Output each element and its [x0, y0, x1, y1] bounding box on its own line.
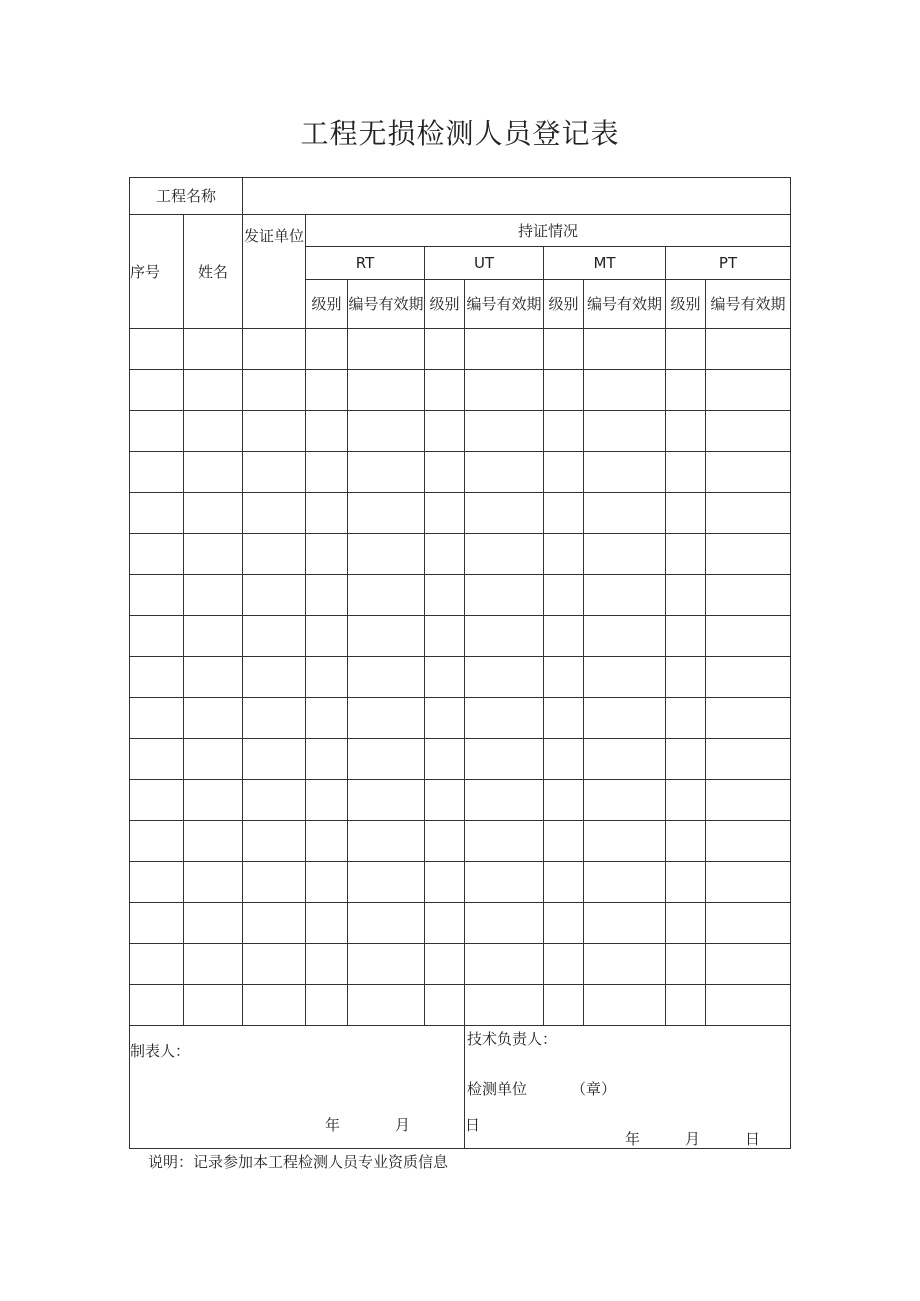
table-cell[interactable]	[666, 329, 706, 370]
table-cell[interactable]	[184, 575, 243, 616]
table-cell[interactable]	[465, 370, 544, 411]
table-cell[interactable]	[348, 862, 425, 903]
table-cell[interactable]	[706, 780, 791, 821]
table-cell[interactable]	[666, 370, 706, 411]
table-cell[interactable]	[465, 493, 544, 534]
table-cell[interactable]	[666, 493, 706, 534]
table-cell[interactable]	[130, 370, 184, 411]
table-cell[interactable]	[184, 739, 243, 780]
table-cell[interactable]	[306, 534, 348, 575]
table-cell[interactable]	[706, 862, 791, 903]
table-cell[interactable]	[544, 411, 584, 452]
mt-level-header: 级别	[544, 280, 584, 329]
table-cell[interactable]	[306, 657, 348, 698]
table-row	[130, 493, 791, 534]
table-cell[interactable]	[184, 616, 243, 657]
table-cell[interactable]	[184, 862, 243, 903]
table-cell[interactable]	[706, 534, 791, 575]
table-cell[interactable]	[243, 534, 306, 575]
method-pt: PT	[666, 247, 791, 280]
table-cell[interactable]	[544, 657, 584, 698]
table-cell[interactable]	[348, 493, 425, 534]
table-row	[130, 739, 791, 780]
table-cell[interactable]	[584, 985, 666, 1026]
table-cell[interactable]	[666, 862, 706, 903]
table-cell[interactable]	[465, 698, 544, 739]
table-cell[interactable]	[584, 698, 666, 739]
table-row	[130, 329, 791, 370]
table-cell[interactable]	[706, 575, 791, 616]
table-cell[interactable]	[348, 616, 425, 657]
table-row	[130, 698, 791, 739]
table-cell[interactable]	[544, 698, 584, 739]
table-cell[interactable]	[348, 903, 425, 944]
table-cell[interactable]	[306, 370, 348, 411]
table-cell[interactable]	[425, 739, 465, 780]
table-cell[interactable]	[130, 739, 184, 780]
table-cell[interactable]	[465, 821, 544, 862]
table-cell[interactable]	[425, 985, 465, 1026]
table-cell[interactable]	[130, 657, 184, 698]
table-cell[interactable]	[666, 821, 706, 862]
table-cell[interactable]	[184, 903, 243, 944]
approval-date	[625, 1128, 760, 1150]
table-cell[interactable]	[584, 657, 666, 698]
project-row	[130, 178, 791, 215]
table-cell[interactable]	[243, 944, 306, 985]
table-cell[interactable]	[243, 657, 306, 698]
table-cell[interactable]	[706, 821, 791, 862]
method-mt: MT	[544, 247, 666, 280]
table-cell[interactable]	[425, 698, 465, 739]
seq-header: 序号	[130, 215, 184, 329]
inspection-unit-label: 检测单位	[467, 1080, 528, 1098]
year-label: 年	[625, 1130, 641, 1148]
table-cell[interactable]	[584, 575, 666, 616]
table-cell[interactable]	[465, 575, 544, 616]
project-name-label: 工程名称	[130, 178, 243, 215]
table-cell[interactable]	[544, 575, 584, 616]
table-cell[interactable]	[544, 944, 584, 985]
table-cell[interactable]	[584, 821, 666, 862]
table-cell[interactable]	[706, 657, 791, 698]
table-cell[interactable]	[306, 944, 348, 985]
project-name-field[interactable]	[243, 178, 791, 215]
preparer-date	[325, 1114, 480, 1136]
table-cell[interactable]	[348, 452, 425, 493]
table-cell[interactable]	[584, 903, 666, 944]
issuer-header: 发证单位	[243, 215, 306, 329]
table-cell[interactable]	[348, 944, 425, 985]
table-cell[interactable]	[425, 329, 465, 370]
table-cell[interactable]	[706, 616, 791, 657]
table-cell[interactable]	[184, 657, 243, 698]
table-cell[interactable]	[584, 452, 666, 493]
table-cell[interactable]	[243, 411, 306, 452]
day-label: 日	[744, 1130, 760, 1148]
table-cell[interactable]	[465, 780, 544, 821]
year-label: 年	[325, 1116, 341, 1134]
table-cell[interactable]	[348, 575, 425, 616]
table-cell[interactable]	[130, 534, 184, 575]
table-cell[interactable]	[425, 534, 465, 575]
table-row	[130, 370, 791, 411]
method-ut: UT	[425, 247, 544, 280]
table-cell[interactable]	[243, 821, 306, 862]
table-cell[interactable]	[306, 903, 348, 944]
table-cell[interactable]	[465, 452, 544, 493]
table-cell[interactable]	[243, 903, 306, 944]
table-cell[interactable]	[425, 657, 465, 698]
table-cell[interactable]	[706, 985, 791, 1026]
table-cell[interactable]	[243, 698, 306, 739]
preparer-label: 制表人：	[130, 1042, 191, 1060]
table-cell[interactable]	[130, 411, 184, 452]
table-cell[interactable]	[348, 698, 425, 739]
table-cell[interactable]	[130, 329, 184, 370]
table-cell[interactable]	[130, 575, 184, 616]
footer-right	[465, 1026, 791, 1149]
table-cell[interactable]	[306, 698, 348, 739]
table-cell[interactable]	[465, 862, 544, 903]
table-cell[interactable]	[465, 739, 544, 780]
footer-left	[130, 1026, 480, 1149]
table-row	[130, 452, 791, 493]
table-cell[interactable]	[184, 411, 243, 452]
table-cell[interactable]	[306, 616, 348, 657]
table-cell[interactable]	[465, 534, 544, 575]
rt-number-validity-header: 编号有效期	[348, 280, 425, 329]
table-cell[interactable]	[666, 411, 706, 452]
table-cell[interactable]	[130, 821, 184, 862]
table-cell[interactable]	[666, 534, 706, 575]
ut-number-validity-header: 编号有效期	[465, 280, 544, 329]
table-cell[interactable]	[666, 616, 706, 657]
table-cell[interactable]	[666, 575, 706, 616]
table-cell[interactable]	[584, 616, 666, 657]
table-cell[interactable]	[584, 411, 666, 452]
table-cell[interactable]	[706, 698, 791, 739]
table-cell[interactable]	[584, 739, 666, 780]
table-cell[interactable]	[348, 821, 425, 862]
table-cell[interactable]	[584, 370, 666, 411]
table-cell[interactable]	[706, 411, 791, 452]
table-cell[interactable]	[425, 944, 465, 985]
table-cell[interactable]	[348, 534, 425, 575]
table-cell[interactable]	[584, 534, 666, 575]
table-cell[interactable]	[584, 493, 666, 534]
table-cell[interactable]	[130, 780, 184, 821]
method-rt: RT	[306, 247, 425, 280]
table-cell[interactable]	[706, 739, 791, 780]
table-cell[interactable]	[184, 821, 243, 862]
table-cell[interactable]	[184, 493, 243, 534]
header-row-1	[130, 215, 791, 247]
table-cell[interactable]	[243, 739, 306, 780]
table-cell[interactable]	[706, 493, 791, 534]
table-cell[interactable]	[666, 944, 706, 985]
table-cell[interactable]	[584, 862, 666, 903]
table-cell[interactable]	[130, 452, 184, 493]
seal-label: （章）	[571, 1080, 617, 1098]
table-cell[interactable]	[243, 862, 306, 903]
table-row	[130, 944, 791, 985]
table-cell[interactable]	[706, 370, 791, 411]
table-cell[interactable]	[243, 329, 306, 370]
table-cell[interactable]	[130, 944, 184, 985]
table-cell[interactable]	[544, 370, 584, 411]
table-row	[130, 616, 791, 657]
table-cell[interactable]	[544, 903, 584, 944]
pt-level-header: 级别	[666, 280, 706, 329]
table-cell[interactable]	[706, 329, 791, 370]
table-cell[interactable]	[465, 616, 544, 657]
month-label: 月	[685, 1130, 701, 1148]
table-cell[interactable]	[544, 452, 584, 493]
table-cell[interactable]	[184, 780, 243, 821]
table-cell[interactable]	[425, 411, 465, 452]
table-cell[interactable]	[306, 411, 348, 452]
table-cell[interactable]	[184, 452, 243, 493]
table-cell[interactable]	[306, 575, 348, 616]
table-cell[interactable]	[184, 329, 243, 370]
table-cell[interactable]	[584, 944, 666, 985]
table-cell[interactable]	[666, 452, 706, 493]
table-cell[interactable]	[306, 329, 348, 370]
table-cell[interactable]	[184, 370, 243, 411]
table-cell[interactable]	[130, 616, 184, 657]
table-cell[interactable]	[348, 739, 425, 780]
table-cell[interactable]	[348, 985, 425, 1026]
table-row	[130, 780, 791, 821]
table-cell[interactable]	[544, 616, 584, 657]
table-cell[interactable]	[706, 944, 791, 985]
table-cell[interactable]	[544, 862, 584, 903]
table-cell[interactable]	[425, 780, 465, 821]
table-cell[interactable]	[666, 780, 706, 821]
ut-level-header: 级别	[425, 280, 465, 329]
table-cell[interactable]	[584, 780, 666, 821]
table-cell[interactable]	[306, 739, 348, 780]
table-row	[130, 821, 791, 862]
table-cell[interactable]	[243, 985, 306, 1026]
table-row	[130, 862, 791, 903]
tech-lead-label: 技术负责人：	[467, 1030, 558, 1048]
table-row	[130, 903, 791, 944]
table-cell[interactable]	[666, 657, 706, 698]
table-cell[interactable]	[706, 452, 791, 493]
table-cell[interactable]	[306, 780, 348, 821]
table-row	[130, 411, 791, 452]
table-cell[interactable]	[425, 903, 465, 944]
table-cell[interactable]	[425, 493, 465, 534]
table-cell[interactable]	[465, 903, 544, 944]
table-cell[interactable]	[465, 657, 544, 698]
table-cell[interactable]	[544, 739, 584, 780]
document-title: 工程无损检测人员登记表	[300, 117, 620, 150]
table-cell[interactable]	[465, 985, 544, 1026]
table-cell[interactable]	[465, 944, 544, 985]
table-cell[interactable]	[184, 534, 243, 575]
table-cell[interactable]	[306, 493, 348, 534]
table-cell[interactable]	[425, 370, 465, 411]
table-cell[interactable]	[666, 985, 706, 1026]
table-cell[interactable]	[544, 534, 584, 575]
pt-number-validity-header: 编号有效期	[706, 280, 791, 329]
table-cell[interactable]	[184, 985, 243, 1026]
table-cell[interactable]	[184, 698, 243, 739]
table-cell[interactable]	[306, 985, 348, 1026]
table-cell[interactable]	[130, 698, 184, 739]
table-cell[interactable]	[306, 862, 348, 903]
table-cell[interactable]	[544, 821, 584, 862]
rt-level-header: 级别	[306, 280, 348, 329]
table-row	[130, 534, 791, 575]
table-row	[130, 657, 791, 698]
table-cell[interactable]	[706, 903, 791, 944]
month-label: 月	[394, 1116, 410, 1134]
table-cell[interactable]	[425, 862, 465, 903]
table-cell[interactable]	[425, 616, 465, 657]
registration-table	[129, 177, 791, 1149]
table-cell[interactable]	[348, 657, 425, 698]
cert-status-header: 持证情况	[306, 215, 791, 247]
name-header: 姓名	[184, 215, 243, 329]
table-cell[interactable]	[544, 985, 584, 1026]
table-cell[interactable]	[666, 739, 706, 780]
table-cell[interactable]	[243, 452, 306, 493]
table-cell[interactable]	[544, 329, 584, 370]
table-cell[interactable]	[465, 411, 544, 452]
table-cell[interactable]	[348, 329, 425, 370]
table-cell[interactable]	[306, 452, 348, 493]
table-cell[interactable]	[130, 493, 184, 534]
table-cell[interactable]	[130, 903, 184, 944]
mt-number-validity-header: 编号有效期	[584, 280, 666, 329]
footer-row	[130, 1026, 791, 1149]
table-cell[interactable]	[544, 493, 584, 534]
table-cell[interactable]	[348, 411, 425, 452]
table-cell[interactable]	[425, 821, 465, 862]
table-cell[interactable]	[666, 698, 706, 739]
table-cell[interactable]	[243, 370, 306, 411]
table-cell[interactable]	[130, 985, 184, 1026]
table-cell[interactable]	[243, 575, 306, 616]
table-cell[interactable]	[348, 780, 425, 821]
table-cell[interactable]	[306, 821, 348, 862]
table-cell[interactable]	[243, 780, 306, 821]
table-cell[interactable]	[184, 944, 243, 985]
table-cell[interactable]	[348, 370, 425, 411]
table-row	[130, 575, 791, 616]
day-label: 日	[464, 1116, 480, 1134]
note-text: 说明：记录参加本工程检测人员专业资质信息	[148, 1153, 449, 1171]
table-cell[interactable]	[544, 780, 584, 821]
table-cell[interactable]	[243, 616, 306, 657]
table-cell[interactable]	[425, 575, 465, 616]
table-cell[interactable]	[243, 493, 306, 534]
table-cell[interactable]	[584, 329, 666, 370]
table-row	[130, 985, 791, 1026]
table-cell[interactable]	[130, 862, 184, 903]
table-cell[interactable]	[465, 329, 544, 370]
table-cell[interactable]	[666, 903, 706, 944]
table-cell[interactable]	[425, 452, 465, 493]
